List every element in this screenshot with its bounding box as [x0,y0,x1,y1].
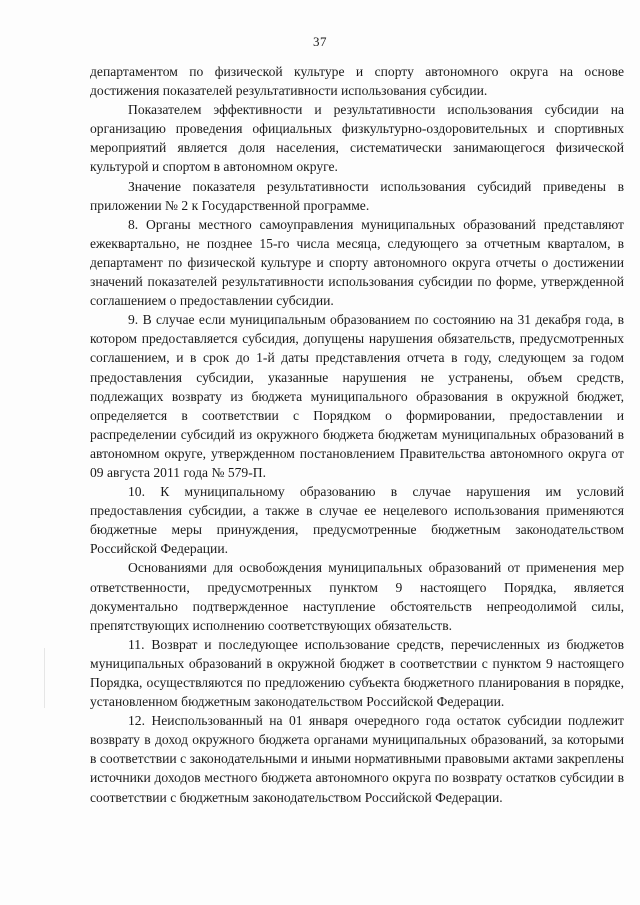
document-body [90,62,624,807]
paragraph-item-9: 9. В случае если муниципальным образованием по состоянию на 31 декабря года, в котором предоставляется субсидия, допущены нарушения обязательств, предусмотренных соглашением, и в срок до 1-й даты представления отчета в году, следующем за годом предоставления субсидии, указанные нарушения не устранены, объем средств, подлежащих возврату из бюджета муниципального образования в окружной бюджет, определяется в соответствии с Порядком о формировании, предоставлении и распределении субсидий из окружного бюджета бюджетам муниципальных образований в автономном округе, утвержденном постановлением Правительства автономного округа от 09 августа 2011 года № 579-П. [90,312,624,480]
paragraph-item-10: 10. К муниципальному образованию в случае нарушения им условий предоставления субсидии, а также в случае ее нецелевого использования применяются бюджетные меры принуждения, предусмотренные бюджетным законодательством Российской Федерации. [90,484,624,557]
paragraph-continuation: департаментом по физической культуре и спорту автономного округа на основе достижения показателей результативности использования субсидии. [90,64,624,99]
paragraph-efficiency-indicator: Показателем эффективности и результативности использования субсидии на организацию проведения официальных физкультурно-оздоровительных и спортивных мероприятий является доля населения, систематически занимающегося физической культурой и спортом в автономном округе. [90,102,624,175]
scan-margin-mark [44,648,45,708]
paragraph-item-12: 12. Неиспользованный на 01 января очередного года остаток субсидии подлежит возврату в доход окружного бюджета органами муниципальных образований, за которыми в соответствии с законодательными и иными нормативными правовыми актами закреплены источники доходов местного бюджета автономного округа по возврату остатков субсидии в соответствии с бюджетным законодательством Российской Федерации. [90,713,624,805]
paragraph-item-8: 8. Органы местного самоуправления муниципальных образований представляют ежеквартально, не позднее 15-го числа месяца, следующего за отчетным кварталом, в департамент по физической культуре и спорту автономного округа отчеты о достижении значений показателей результативности использования субсидии по форме, утвержденной соглашением о предоставлении субсидии. [90,216,624,309]
paragraph-exemption-grounds: Основаниями для освобождения муниципальных образований от применения мер ответственности, предусмотренных пунктом 9 настоящего Порядка, является документально подтвержденное наступление обстоятельств непреодолимой силы, препятствующих исполнению соответствующих обязательств. [90,560,624,633]
page-number: 37 [313,34,327,49]
paragraph-indicator-values: Значение показателя результативности использования субсидий приведены в приложении № 2 к Государственной программе. [90,178,624,213]
paragraph-item-11: 11. Возврат и последующее использование средств, перечисленных из бюджетов муниципальных образований в окружной бюджет в соответствии с пунктом 9 настоящего Порядка, осуществляются по предложению субъекта бюджетного планирования в порядке, установленном бюджетным законодательством Российской Федерации. [90,636,624,710]
